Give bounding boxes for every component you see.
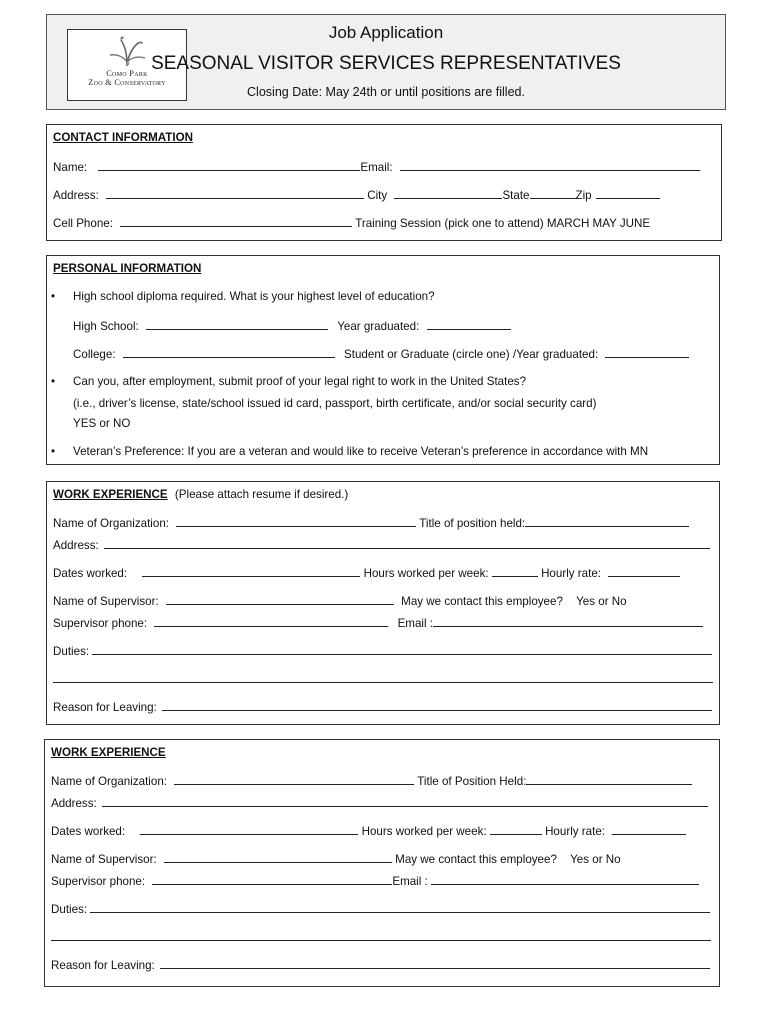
high-school-label: High School: bbox=[73, 320, 139, 333]
name-label: Name: bbox=[53, 161, 88, 174]
work2-email-field[interactable] bbox=[431, 874, 699, 885]
work-experience-2 bbox=[44, 739, 720, 987]
college-year-field[interactable] bbox=[605, 347, 689, 358]
work1-rate-label: Hourly rate: bbox=[541, 567, 601, 580]
year-grad-label: Year graduated: bbox=[337, 320, 420, 333]
form-title: Job Application bbox=[328, 23, 444, 42]
work2-email-label: Email : bbox=[392, 875, 428, 888]
logo-line-2: Zoo & Conservatory bbox=[88, 78, 166, 87]
work1-reason-field[interactable] bbox=[162, 700, 712, 711]
work2-dates-label: Dates worked: bbox=[51, 825, 126, 838]
bullet-icon: • bbox=[51, 375, 56, 388]
work2-address-label: Address: bbox=[51, 797, 97, 810]
work1-email-field[interactable] bbox=[433, 616, 703, 627]
work2-hours-field[interactable] bbox=[490, 824, 542, 835]
closing-date: Closing Date: May 24th or until positions are filled. bbox=[247, 85, 525, 99]
work1-reason-label: Reason for Leaving: bbox=[53, 701, 157, 714]
student-grad-label[interactable]: Student or Graduate (circle one) /Year graduated: bbox=[344, 348, 599, 361]
state-label: State bbox=[502, 189, 530, 202]
personal-section bbox=[46, 255, 720, 465]
work2-title: WORK EXPERIENCE bbox=[51, 746, 166, 759]
contact-title: CONTACT INFORMATION bbox=[53, 131, 193, 144]
bullet-icon: • bbox=[51, 445, 56, 458]
address-label: Address: bbox=[53, 189, 99, 202]
work1-email-label: Email : bbox=[397, 617, 434, 630]
work2-sup-phone-label: Supervisor phone: bbox=[51, 875, 146, 888]
work1-rate-field[interactable] bbox=[608, 566, 680, 577]
work1-position-label: Title of position held: bbox=[419, 517, 526, 530]
college-field[interactable] bbox=[123, 347, 335, 358]
work1-title: WORK EXPERIENCE bbox=[53, 488, 168, 501]
veteran-preference: Veteran’s Preference: If you are a veteran and would like to receive Veteran’s preference in accordance with MN bbox=[73, 445, 649, 458]
email-label: Email: bbox=[360, 161, 393, 174]
email-field[interactable] bbox=[400, 160, 700, 171]
work1-supervisor-field[interactable] bbox=[166, 594, 394, 605]
work1-note: (Please attach resume if desired.) bbox=[174, 488, 349, 501]
work1-sup-phone-field[interactable] bbox=[154, 616, 388, 627]
work2-position-field[interactable] bbox=[526, 774, 692, 785]
work1-org-label: Name of Organization: bbox=[53, 517, 169, 530]
work-right-answer[interactable]: YES or NO bbox=[73, 417, 131, 430]
work2-dates-field[interactable] bbox=[140, 824, 358, 835]
work2-hours-label: Hours worked per week: bbox=[361, 825, 487, 838]
work2-org-label: Name of Organization: bbox=[51, 775, 167, 788]
work1-duties-field[interactable] bbox=[92, 644, 712, 655]
state-field[interactable] bbox=[530, 188, 576, 199]
work2-supervisor-label: Name of Supervisor: bbox=[51, 853, 157, 866]
work2-reason-field[interactable] bbox=[160, 958, 710, 969]
work1-dates-label: Dates worked: bbox=[53, 567, 128, 580]
work1-duties-line-2[interactable] bbox=[53, 672, 713, 683]
work1-hours-field[interactable] bbox=[492, 566, 538, 577]
bullet-icon: • bbox=[51, 290, 56, 303]
address-field[interactable] bbox=[106, 188, 364, 199]
position-title: SEASONAL VISITOR SERVICES REPRESENTATIVES bbox=[151, 53, 621, 74]
year-grad-field[interactable] bbox=[427, 319, 511, 330]
work1-address-field[interactable] bbox=[104, 538, 710, 549]
training-label[interactable]: Training Session (pick one to attend) MARCH MAY JUNE bbox=[355, 217, 651, 230]
logo-line-1: Como Park bbox=[106, 69, 148, 78]
work2-contact-label: May we contact this employee? bbox=[395, 853, 557, 866]
work2-address-field[interactable] bbox=[102, 796, 708, 807]
work1-dates-field[interactable] bbox=[142, 566, 360, 577]
work1-supervisor-label: Name of Supervisor: bbox=[53, 595, 159, 608]
work1-contact-answer[interactable]: Yes or No bbox=[576, 595, 627, 608]
work-right-question: Can you, after employment, submit proof of your legal right to work in the United States? bbox=[73, 375, 527, 388]
college-label: College: bbox=[73, 348, 116, 361]
contact-section bbox=[46, 124, 722, 241]
work1-contact-label: May we contact this employee? bbox=[401, 595, 563, 608]
work2-org-field[interactable] bbox=[174, 774, 414, 785]
work-right-note: (i.e., driver’s license, state/school issued id card, passport, birth certificate, and/or social security card) bbox=[73, 397, 597, 410]
work2-duties-line-2[interactable] bbox=[51, 930, 711, 941]
work2-duties-field[interactable] bbox=[90, 902, 710, 913]
work1-hours-label: Hours worked per week: bbox=[363, 567, 489, 580]
work2-supervisor-field[interactable] bbox=[164, 852, 392, 863]
work2-sup-phone-field[interactable] bbox=[152, 874, 392, 885]
cell-label: Cell Phone: bbox=[53, 217, 113, 230]
education-question: High school diploma required. What is your highest level of education? bbox=[73, 290, 435, 303]
zip-field[interactable] bbox=[596, 188, 660, 199]
cell-field[interactable] bbox=[120, 216, 352, 227]
form-header bbox=[46, 14, 726, 110]
city-label: City bbox=[367, 189, 388, 202]
work1-org-field[interactable] bbox=[176, 516, 416, 527]
work1-duties-label: Duties: bbox=[53, 645, 90, 658]
work-experience-1 bbox=[46, 481, 720, 725]
work1-sup-phone-label: Supervisor phone: bbox=[53, 617, 148, 630]
high-school-field[interactable] bbox=[146, 319, 328, 330]
work2-position-label: Title of Position Held: bbox=[417, 775, 527, 788]
city-field[interactable] bbox=[394, 188, 502, 199]
work2-rate-label: Hourly rate: bbox=[545, 825, 605, 838]
name-field[interactable] bbox=[98, 160, 360, 171]
work2-contact-answer[interactable]: Yes or No bbox=[570, 853, 621, 866]
zip-label: Zip bbox=[575, 189, 592, 202]
work2-rate-field[interactable] bbox=[612, 824, 686, 835]
work2-reason-label: Reason for Leaving: bbox=[51, 959, 155, 972]
work1-position-field[interactable] bbox=[525, 516, 689, 527]
personal-title: PERSONAL INFORMATION bbox=[53, 262, 202, 275]
work2-duties-label: Duties: bbox=[51, 903, 88, 916]
work1-address-label: Address: bbox=[53, 539, 99, 552]
